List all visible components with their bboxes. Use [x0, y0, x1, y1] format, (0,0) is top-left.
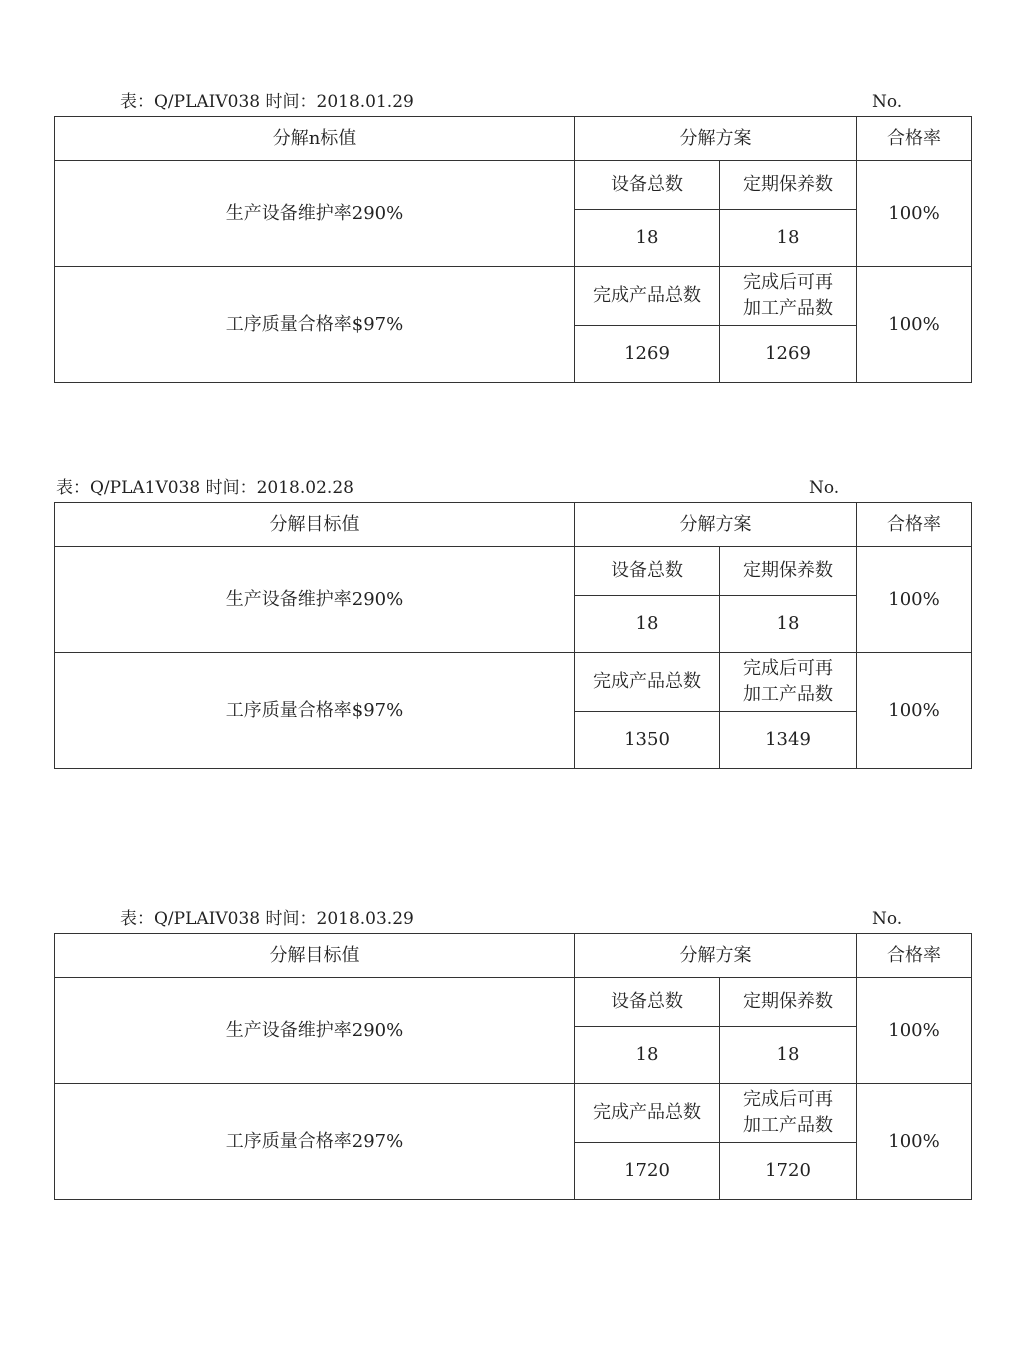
row-rate: 100%: [857, 653, 972, 769]
table-meta: 表：Q/PLAIV038 时间：2018.01.29: [120, 92, 414, 112]
col2-label: [720, 267, 857, 326]
header-rate: 合格率: [857, 117, 972, 161]
data-table: [54, 116, 972, 383]
row-rate: 100%: [857, 978, 972, 1084]
header-target: 分解n标值: [55, 117, 575, 161]
number-label: No.: [872, 92, 903, 112]
col1-value: 18: [575, 210, 720, 267]
table-row: [55, 547, 972, 596]
table-row: [55, 267, 972, 326]
header-target: 分解目标值: [55, 934, 575, 978]
col2-value: 18: [720, 596, 857, 653]
number-label: No.: [872, 909, 903, 929]
col2-label: [720, 653, 857, 712]
row-item: 工序质量合格率297%: [55, 1084, 575, 1200]
col2-label-line2: 加工产品数: [743, 684, 833, 705]
header-plan: 分解方案: [575, 503, 857, 547]
table-meta: 表：Q/PLA1V038 时间：2018.02.28: [56, 478, 354, 498]
col2-value: 1349: [720, 712, 857, 769]
table-header-row: [55, 117, 972, 161]
col2-label-line1: 完成后可再: [743, 1089, 833, 1110]
col2-value: 18: [720, 1027, 857, 1084]
col2-label: 定期保养数: [720, 161, 857, 210]
col2-value: 1269: [720, 326, 857, 383]
table-row: [55, 1084, 972, 1143]
header-plan: 分解方案: [575, 934, 857, 978]
row-rate: 100%: [857, 161, 972, 267]
table-row: [55, 161, 972, 210]
col2-label: 定期保养数: [720, 978, 857, 1027]
col2-label-line1: 完成后可再: [743, 658, 833, 679]
col1-value: 18: [575, 596, 720, 653]
data-table: [54, 933, 972, 1200]
table-meta: 表：Q/PLAIV038 时间：2018.03.29: [120, 909, 414, 929]
number-label: No.: [809, 478, 840, 498]
data-table: [54, 502, 972, 769]
col2-label-line2: 加工产品数: [743, 298, 833, 319]
row-item: 工序质量合格率$97%: [55, 653, 575, 769]
col1-label: 完成产品总数: [575, 653, 720, 712]
row-item: 生产设备维护率290%: [55, 547, 575, 653]
table-row: [55, 978, 972, 1027]
col2-value: 1720: [720, 1143, 857, 1200]
col1-value: 1350: [575, 712, 720, 769]
col1-value: 1720: [575, 1143, 720, 1200]
row-rate: 100%: [857, 547, 972, 653]
row-rate: 100%: [857, 267, 972, 383]
col2-value: 18: [720, 210, 857, 267]
header-target: 分解目标值: [55, 503, 575, 547]
row-item: 工序质量合格率$97%: [55, 267, 575, 383]
col1-value: 18: [575, 1027, 720, 1084]
col1-label: 设备总数: [575, 978, 720, 1027]
col1-label: 完成产品总数: [575, 1084, 720, 1143]
table-header-row: [55, 934, 972, 978]
row-rate: 100%: [857, 1084, 972, 1200]
header-rate: 合格率: [857, 934, 972, 978]
col2-label: [720, 1084, 857, 1143]
col2-label-line2: 加工产品数: [743, 1115, 833, 1136]
row-item: 生产设备维护率290%: [55, 161, 575, 267]
col2-label-line1: 完成后可再: [743, 272, 833, 293]
col2-label: 定期保养数: [720, 547, 857, 596]
col1-value: 1269: [575, 326, 720, 383]
table-header-row: [55, 503, 972, 547]
col1-label: 设备总数: [575, 161, 720, 210]
header-rate: 合格率: [857, 503, 972, 547]
col1-label: 设备总数: [575, 547, 720, 596]
header-plan: 分解方案: [575, 117, 857, 161]
col1-label: 完成产品总数: [575, 267, 720, 326]
table-row: [55, 653, 972, 712]
row-item: 生产设备维护率290%: [55, 978, 575, 1084]
